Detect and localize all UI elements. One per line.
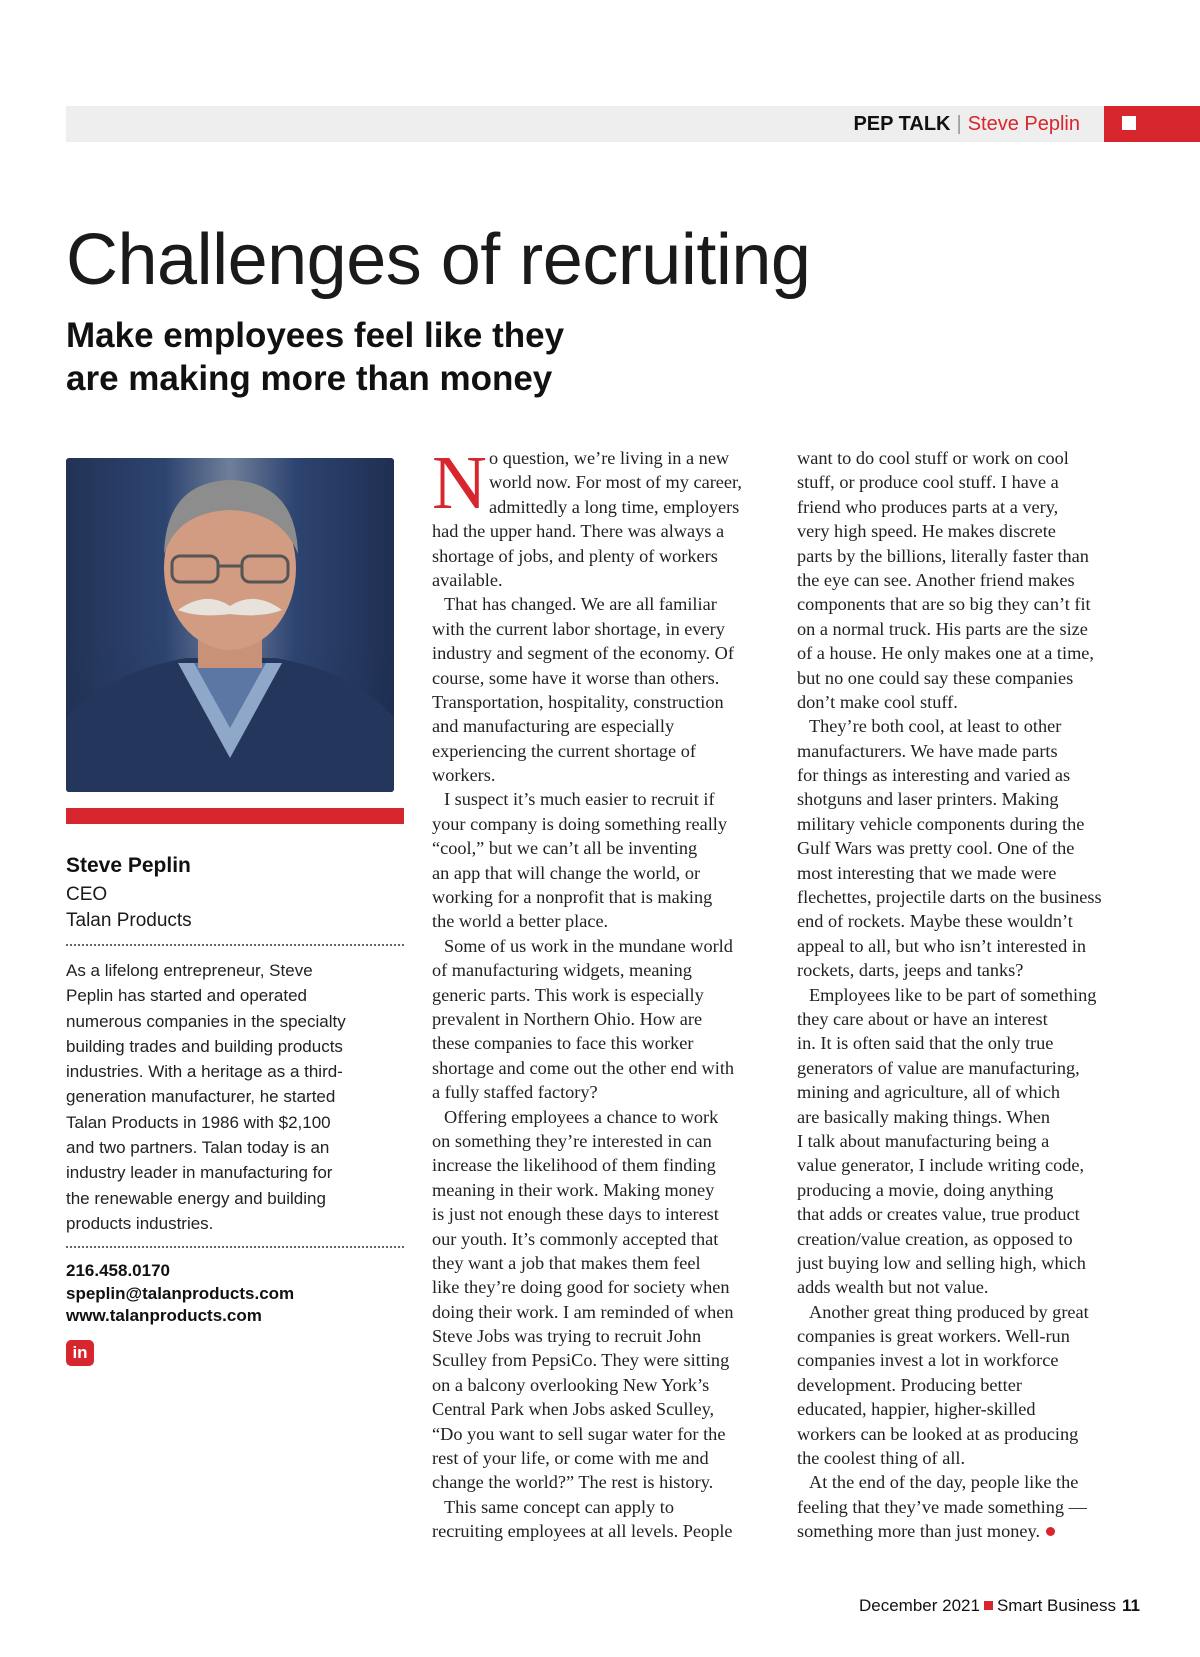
text-line: manufacturers. We have made parts (797, 740, 1058, 761)
text-line: producing a movie, doing anything (797, 1179, 1054, 1200)
header-separator: | (956, 113, 962, 135)
text-line: stuff, or produce cool stuff. I have a (797, 472, 1059, 493)
text-line: working for a nonprofit that is making (432, 887, 713, 908)
text-line: doing their work. I am reminded of when (432, 1301, 734, 1322)
text-line: don’t make cool stuff. (797, 691, 958, 712)
text-line: flechettes, projectile darts on the business (797, 887, 1102, 908)
page-number: 11 (1122, 1596, 1140, 1615)
text-line: “Do you want to sell sugar water for the (432, 1423, 726, 1444)
phone-number: 216.458.0170 (66, 1261, 170, 1281)
text-line: on something they’re interested in can (432, 1130, 712, 1151)
square-icon (1122, 116, 1136, 130)
text-line: like they’re doing good for society when (432, 1277, 730, 1298)
text-line: appeal to all, but who isn’t interested in (797, 935, 1087, 956)
text-line: world now. For most of my career, (489, 472, 742, 493)
text-line: This same concept can apply to (444, 1496, 674, 1517)
text-line: creation/value creation, as opposed to (797, 1228, 1073, 1249)
text-line: on a balcony overlooking New York’s (432, 1374, 710, 1395)
text-line: increase the likelihood of them finding (432, 1155, 716, 1176)
text-line: components that are so big they can’t fit (797, 594, 1091, 615)
text-line: in. It is often said that the only true (797, 1033, 1054, 1054)
text-line: had the upper hand. There was always a (432, 521, 725, 542)
text-line: At the end of the day, people like the (809, 1472, 1079, 1493)
text-line: recruiting employees at all levels. People (432, 1521, 733, 1542)
bio-line: building trades and building products (66, 1036, 343, 1056)
page-footer (859, 1596, 1140, 1616)
text-line: meaning in their work. Making money (432, 1179, 715, 1200)
text-line: course, some have it worse than others. (432, 667, 720, 688)
text-line: adds wealth but not value. (797, 1277, 989, 1298)
author-company: Talan Products (66, 910, 192, 931)
text-line: of a house. He only makes one at a time, (797, 643, 1094, 664)
bio-line: and two partners. Talan today is an (66, 1138, 330, 1158)
article-title: Challenges of recruiting (66, 220, 811, 300)
text-line: they care about or have an interest (797, 1008, 1048, 1029)
text-line: the eye can see. Another friend makes (797, 569, 1075, 590)
text-line: feeling that they’ve made something — (797, 1496, 1087, 1517)
text-line: generic parts. This work is especially (432, 984, 704, 1005)
text-line: shortage and come out the other end with (432, 1057, 735, 1078)
author-sidebar (66, 458, 404, 1366)
subtitle-line-1: Make employees feel like they (66, 316, 565, 355)
text-line: just buying low and selling high, which (797, 1252, 1086, 1273)
publication-name: Smart Business (996, 1596, 1117, 1615)
text-line: parts by the billions, literally faster than (797, 545, 1089, 566)
text-line: Sculley from PepsiCo. They were sitting (432, 1350, 730, 1371)
text-line: something more than just money. (797, 1521, 1041, 1542)
text-line: but no one could say these companies (797, 667, 1074, 688)
section-name: PEP TALK (853, 113, 951, 135)
text-line: Gulf Wars was pretty cool. One of the (797, 838, 1075, 859)
dotted-divider (66, 944, 404, 946)
article-column-1 (432, 441, 764, 1544)
section-header-bar (66, 106, 1200, 142)
author-title: CEO (66, 884, 108, 905)
text-line: Another great thing produced by great (809, 1301, 1089, 1322)
bio-line: products industries. (66, 1213, 214, 1233)
text-line: the coolest thing of all. (797, 1448, 966, 1469)
text-line: end of rockets. Maybe these wouldn’t (797, 911, 1073, 932)
text-line: our youth. It’s commonly accepted that (432, 1228, 719, 1249)
text-line: generators of value are manufacturing, (797, 1057, 1080, 1078)
text-line: Offering employees a chance to work (444, 1106, 719, 1127)
text-line: industry and segment of the economy. Of (432, 643, 734, 664)
text-line: I talk about manufacturing being a (797, 1130, 1050, 1151)
text-line: Transportation, hospitality, construction (432, 691, 724, 712)
section-header-label (853, 106, 1080, 142)
website-link[interactable]: www.talanproducts.com (66, 1306, 262, 1326)
text-line: workers can be looked at as producing (797, 1423, 1079, 1444)
text-line: They’re both cool, at least to other (809, 716, 1062, 737)
subtitle-line-2: are making more than money (66, 359, 553, 398)
text-line: rest of your life, or come with me and (432, 1448, 709, 1469)
drop-cap-block (432, 441, 764, 525)
text-line: very high speed. He makes discrete (797, 521, 1056, 542)
text-line: companies invest a lot in workforce (797, 1350, 1059, 1371)
text-line: value generator, I include writing code, (797, 1155, 1085, 1176)
text-line: experiencing the current shortage of (432, 740, 696, 761)
text-line: prevalent in Northern Ohio. How are (432, 1008, 703, 1029)
text-line: for things as interesting and varied as (797, 765, 1071, 786)
text-line: available. (432, 569, 503, 590)
text-line: these companies to face this worker (432, 1033, 694, 1054)
text-line: change the world?” The rest is history. (432, 1472, 714, 1493)
text-line: and manufacturing are especially (432, 716, 675, 737)
text-line: are basically making things. When (797, 1106, 1050, 1127)
text-line: admittedly a long time, employers (489, 496, 740, 517)
bio-line: the renewable energy and building (66, 1188, 326, 1208)
text-line: Central Park when Jobs asked Sculley, (432, 1399, 715, 1420)
text-line: companies is great workers. Well-run (797, 1326, 1070, 1347)
text-line: most interesting that we made were (797, 862, 1057, 883)
bio-line: generation manufacturer, he started (66, 1087, 336, 1107)
square-bullet-icon (984, 1601, 993, 1610)
text-line: the world a better place. (432, 911, 609, 932)
linkedin-icon[interactable]: in (66, 1340, 94, 1366)
text-line: development. Producing better (797, 1374, 1022, 1395)
text-line: on a normal truck. His parts are the size (797, 618, 1088, 639)
end-mark-icon (1046, 1527, 1055, 1536)
article-subtitle (66, 314, 686, 400)
bio-line: Talan Products in 1986 with $2,100 (66, 1112, 331, 1132)
bio-line: industries. With a heritage as a third- (66, 1062, 343, 1082)
bio-line: Peplin has started and operated (66, 986, 308, 1006)
text-line: That has changed. We are all familiar (444, 594, 717, 615)
text-line: mining and agriculture, all of which (797, 1082, 1060, 1103)
text-line: military vehicle components during the (797, 813, 1085, 834)
text-line: rockets, darts, jeeps and tanks? (797, 960, 1024, 981)
header-accent-block (1104, 106, 1200, 142)
text-line: that adds or creates value, true product (797, 1204, 1080, 1225)
text-line: shortage of jobs, and plenty of workers (432, 545, 718, 566)
text-line: educated, happier, higher-skilled (797, 1399, 1036, 1420)
author-portrait (66, 458, 394, 792)
text-line: workers. (432, 765, 496, 786)
text-line: I suspect it’s much easier to recruit if (444, 789, 715, 810)
text-line: is just not enough these days to interest (432, 1204, 719, 1225)
text-line: Steve Jobs was trying to recruit John (432, 1326, 702, 1347)
dotted-divider (66, 1246, 404, 1248)
bio-line: As a lifelong entrepreneur, Steve (66, 961, 313, 980)
text-line: want to do cool stuff or work on cool (797, 448, 1069, 468)
portrait-illustration (66, 458, 394, 792)
email-link[interactable]: speplin@talanproducts.com (66, 1283, 295, 1303)
issue-date: December 2021 (859, 1596, 980, 1615)
text-line: of manufacturing widgets, meaning (432, 960, 692, 981)
contact-info (66, 1260, 404, 1328)
text-line: an app that will change the world, or (432, 862, 701, 883)
text-line: a fully staffed factory? (432, 1082, 598, 1103)
text-line: Employees like to be part of something (809, 984, 1097, 1005)
text-line: they want a job that makes them feel (432, 1252, 701, 1273)
text-line: o question, we’re living in a new (489, 448, 730, 468)
article-column-2 (797, 446, 1129, 1544)
red-divider (66, 808, 404, 824)
text-line: Some of us work in the mundane world (444, 935, 733, 956)
text-line: with the current labor shortage, in every (432, 618, 725, 639)
author-name: Steve Peplin (66, 854, 191, 877)
text-line: friend who produces parts at a very, (797, 496, 1059, 517)
author-bio (66, 958, 404, 1236)
drop-cap: N (432, 441, 487, 525)
text-line: your company is doing something really (432, 813, 727, 834)
text-line: shotguns and laser printers. Making (797, 789, 1059, 810)
text-line: “cool,” but we can’t all be inventing (432, 838, 698, 859)
last-text-line (797, 1519, 1129, 1543)
header-author: Steve Peplin (967, 113, 1080, 135)
bio-line: numerous companies in the specialty (66, 1011, 346, 1031)
bio-line: industry leader in manufacturing for (66, 1163, 333, 1183)
author-role (66, 882, 404, 934)
